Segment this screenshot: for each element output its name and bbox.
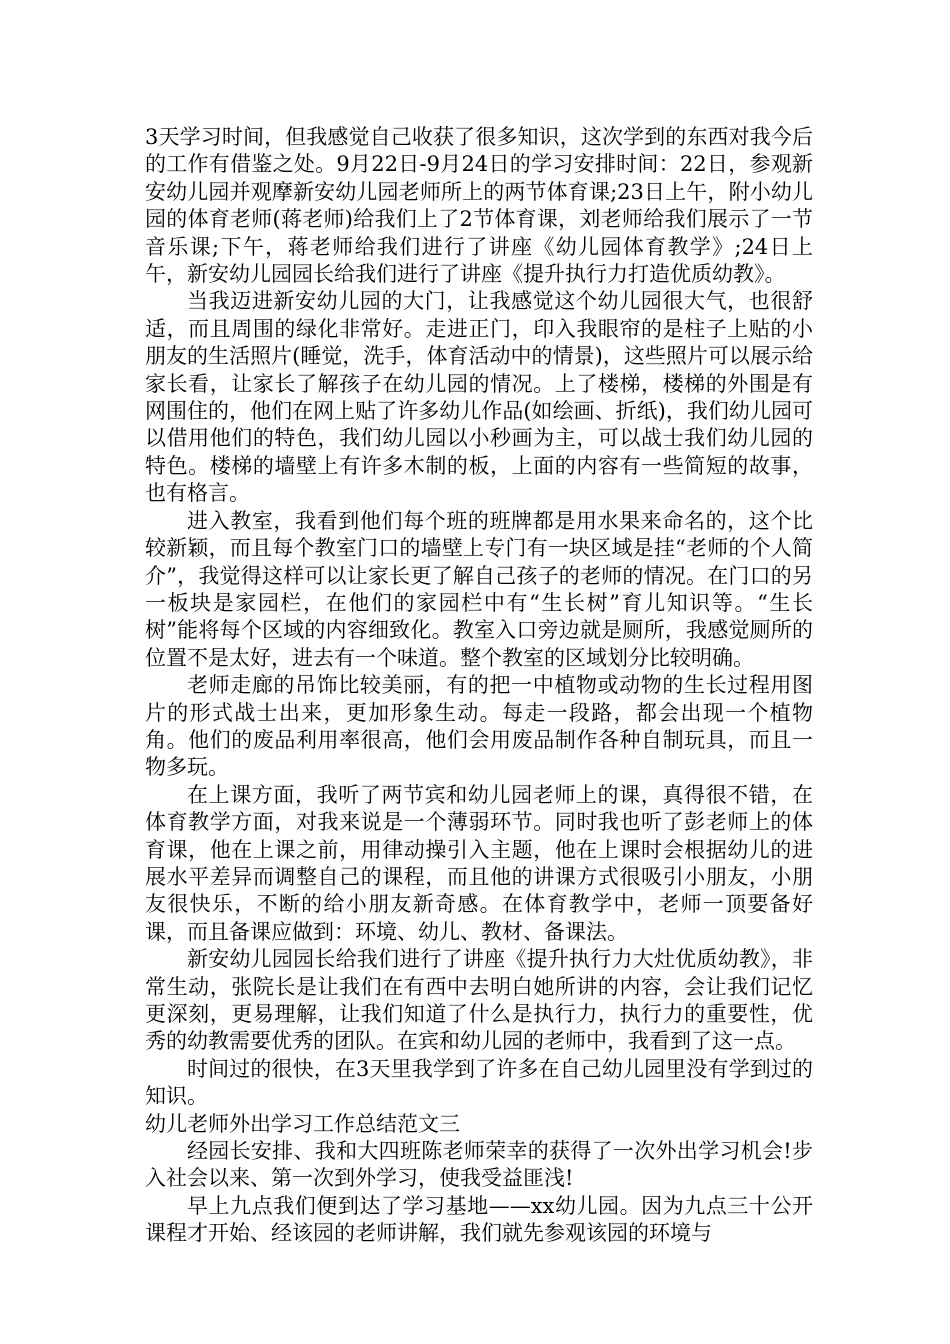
paragraph-2: 当我迈进新安幼儿园的大门，让我感觉这个幼儿园很大气，也很舒适，而且周围的绿化非常好。走进正门，印入我眼帘的是柱子上贴的小朋友的生活照片(睡觉，洗手，体育活动中的情景)，这些照片可以展示给家长看，让家长了解孩子在幼儿园的情况。上了楼梯，楼梯的外围是有网围住的，他们在网上贴了许多幼儿作品(如绘画、折纸)，我们幼儿园可以借用他们的特色，我们幼儿园以小秒画为主，可以战士我们幼儿园的特色。楼梯的墙壁上有许多木制的板，上面的内容有一些简短的故事，也有格言。 (145, 289, 813, 506)
paragraph-1: 3天学习时间，但我感觉自己收获了很多知识，这次学到的东西对我今后的工作有借鉴之处。9月22日-9月24日的学习安排时间：22日，参观新安幼儿园并观摩新安幼儿园老师所上的两节体育课;23日上午，附小幼儿园的体育老师(蒋老师)给我们上了2节体育课，刘老师给我们展示了一节音乐课;下午，蒋老师给我们进行了讲座《幼儿园体育教学》;24日上午，新安幼儿园园长给我们进行了讲座《提升执行力打造优质幼教》。 (145, 125, 813, 287)
paragraph-9: 早上九点我们便到达了学习基地——xx幼儿园。因为九点三十公开课程才开始、经该园的老师讲解，我们就先参观该园的环境与 (145, 1193, 813, 1246)
document-page (145, 124, 813, 1248)
paragraph-8: 经园长安排、我和大四班陈老师荣幸的获得了一次外出学习机会!步入社会以来、第一次到外学习，使我受益匪浅! (145, 1139, 813, 1191)
paragraph-5: 在上课方面，我听了两节宾和幼儿园老师上的课，真得很不错，在体育教学方面，对我来说是一个薄弱环节。同时我也听了彭老师上的体育课，他在上课之前，用律动操引入主题，他在上课时会根据幼儿的进展水平差异而调整自己的课程，而且他的讲课方式很吸引小朋友，小朋友很快乐，不断的给小朋友新奇感。在体育教学中，老师一顶要备好课，而且备课应做到：环境、幼儿、教材、备课法。 (145, 782, 813, 944)
paragraph-4: 老师走廊的吊饰比较美丽，有的把一中植物或动物的生长过程用图片的形式战士出来，更加形象生动。每走一段路，都会出现一个植物角。他们的废品利用率很高，他们会用废品制作各种自制玩具，而且一物多玩。 (145, 673, 813, 780)
section-heading: 幼儿老师外出学习工作总结范文三 (145, 1111, 460, 1136)
paragraph-6: 新安幼儿园园长给我们进行了讲座《提升执行力大灶优质幼教》，非常生动，张院长是让我们在有西中去明白她所讲的内容，会让我们记忆更深刻，更易理解，让我们知道了什么是执行力，执行力的重要性，优秀的幼教需要优秀的团队。在宾和幼儿园的老师中，我看到了这一点。 (145, 947, 813, 1054)
paragraph-7: 时间过的很快，在3天里我学到了许多在自己幼儿园里没有学到过的知识。 (145, 1056, 813, 1109)
paragraph-3: 进入教室，我看到他们每个班的班牌都是用水果来命名的，这个比较新颖，而且每个教室门口的墙壁上专门有一块区域是挂“老师的个人简介”，我觉得这样可以让家长更了解自己孩子的老师的情况。在门口的另一板块是家园栏，在他们的家园栏中有“生长树”育儿知识等。“生长树”能将每个区域的内容细致化。教室入口旁边就是厕所，我感觉厕所的位置不是太好，进去有一个味道。整个教室的区域划分比较明确。 (145, 508, 813, 670)
